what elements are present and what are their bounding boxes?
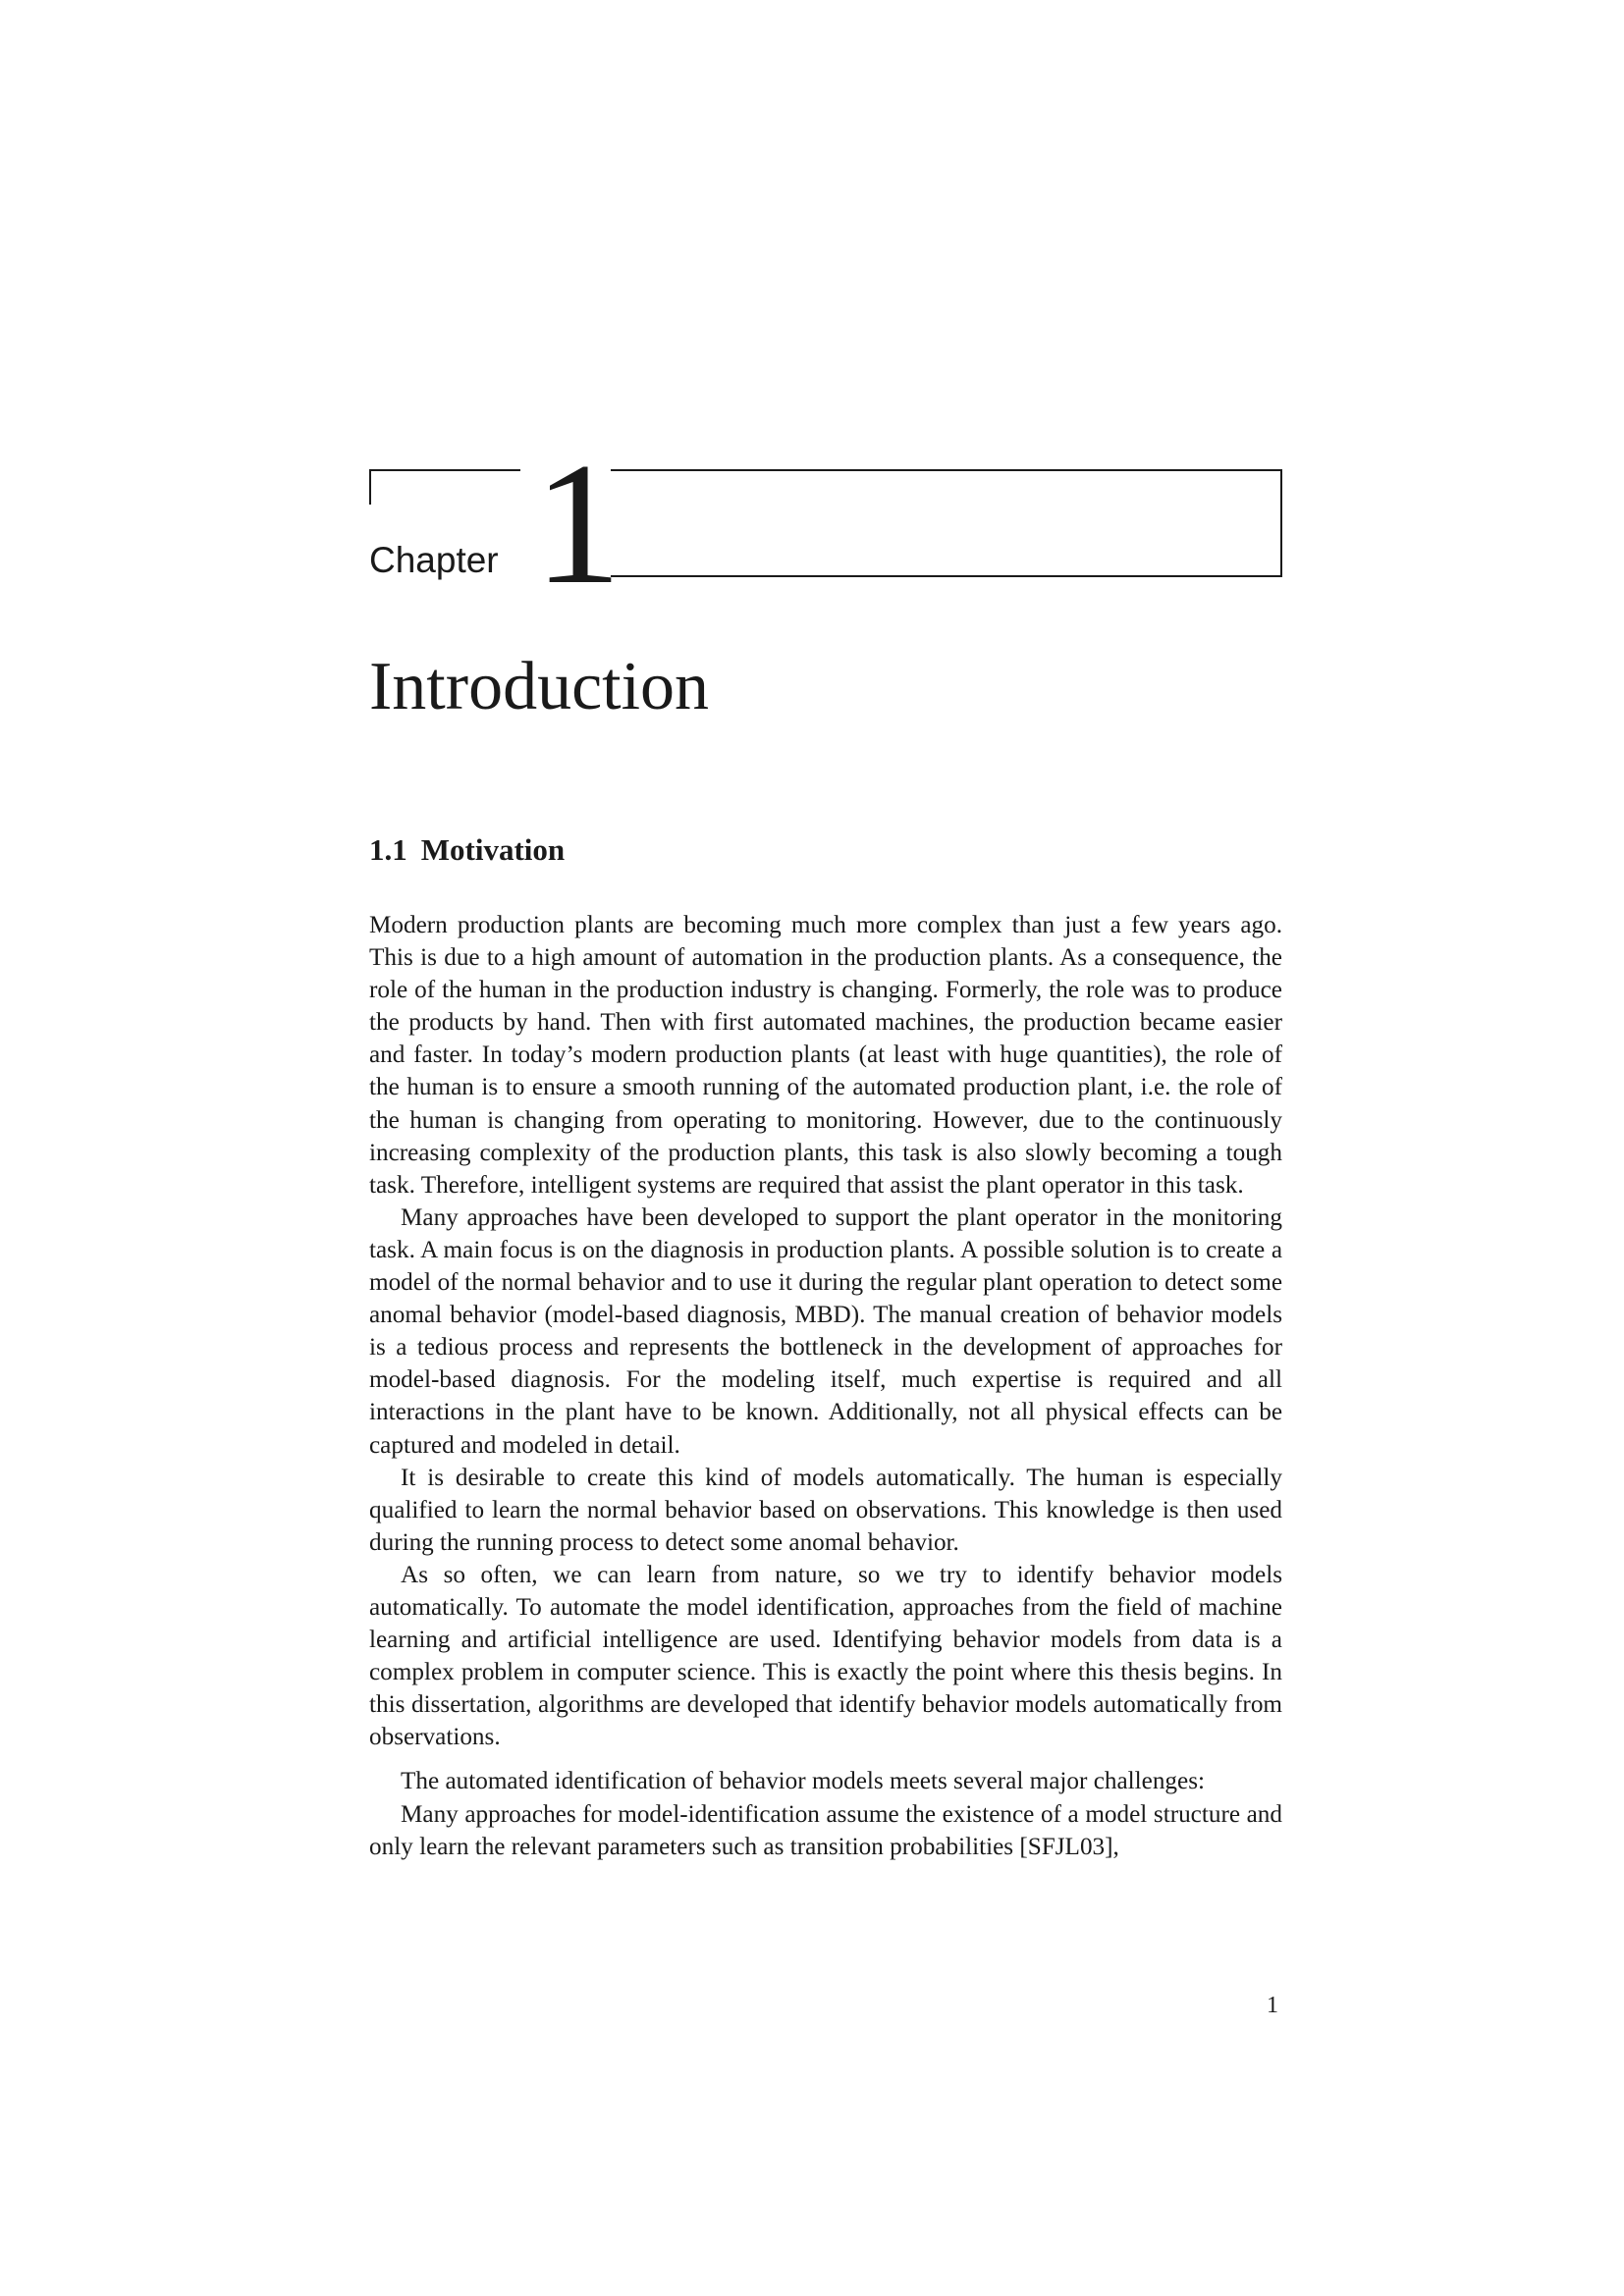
chapter-number: 1: [534, 426, 622, 620]
paragraph: Modern production plants are becoming much more complex than just a few years ago. This is due to a high amount of automation in the production plants. As a consequence, the role of the human in the production industry is changing. Formerly, the role was to produce the products by hand. Then with first automated machines, the production became easier and faster. In today’s modern production plants (at least with huge quantities), the role of the human is to ensure a smooth running of the automated production plant, i.e. the role of the human is changing from operating to monitoring. However, due to the continuously increasing complexity of the production plants, this task is also slowly becoming a tough task. Therefore, intelligent systems are required that assist the plant operator in this task.: [369, 912, 1282, 1199]
paragraph: Many approaches for model-identification assume the existence of a model structure and only learn the relevant parameters such as transition probabilities [SFJL03],: [369, 1800, 1282, 1860]
chapter-header: [369, 426, 1282, 620]
paragraph: As so often, we can learn from nature, so we try to identify behavior models automatically. To automate the model identification, approaches from the field of machine learning and artificial intelligence are used. Identifying behavior models from data is a complex problem in computer science. This is exactly the point where this thesis begins. In this dissertation, algorithms are developed that identify behavior models automatically from observations.: [369, 1561, 1282, 1751]
chapter-frame-right-bottom: [611, 575, 1282, 577]
chapter-title: Introduction: [369, 649, 710, 724]
chapter-frame-left-vertical: [369, 469, 371, 505]
chapter-frame-right-vertical: [1280, 469, 1282, 577]
paragraph: The automated identification of behavior models meets several major challenges:: [401, 1768, 1205, 1795]
chapter-frame-left-top: [369, 469, 520, 471]
chapter-frame-right-top: [611, 469, 1282, 471]
section-number: 1.1: [369, 832, 407, 867]
section-heading: [369, 830, 565, 870]
body-text: [369, 909, 1282, 1863]
section-title: Motivation: [420, 832, 566, 867]
paragraph: It is desirable to create this kind of models automatically. The human is especially qualified to learn the normal behavior based on observations. This knowledge is then used during the running process to detect some anomal behavior.: [369, 1464, 1282, 1556]
page-number: 1: [1267, 1993, 1278, 2018]
chapter-label: Chapter: [369, 540, 499, 580]
paragraph: Many approaches have been developed to support the plant operator in the monitoring task. A main focus is on the diagnosis in production plants. A possible solution is to create a model of the normal behavior and to use it during the regular plant operation to detect some anomal behavior (model-based diagnosis, MBD). The manual creation of behavior models is a tedious process and represents the bottleneck in the development of approaches for model-based diagnosis. For the modeling itself, much expertise is required and all interactions in the plant have to be known. Additionally, not all physical effects can be captured and modeled in detail.: [369, 1203, 1282, 1459]
